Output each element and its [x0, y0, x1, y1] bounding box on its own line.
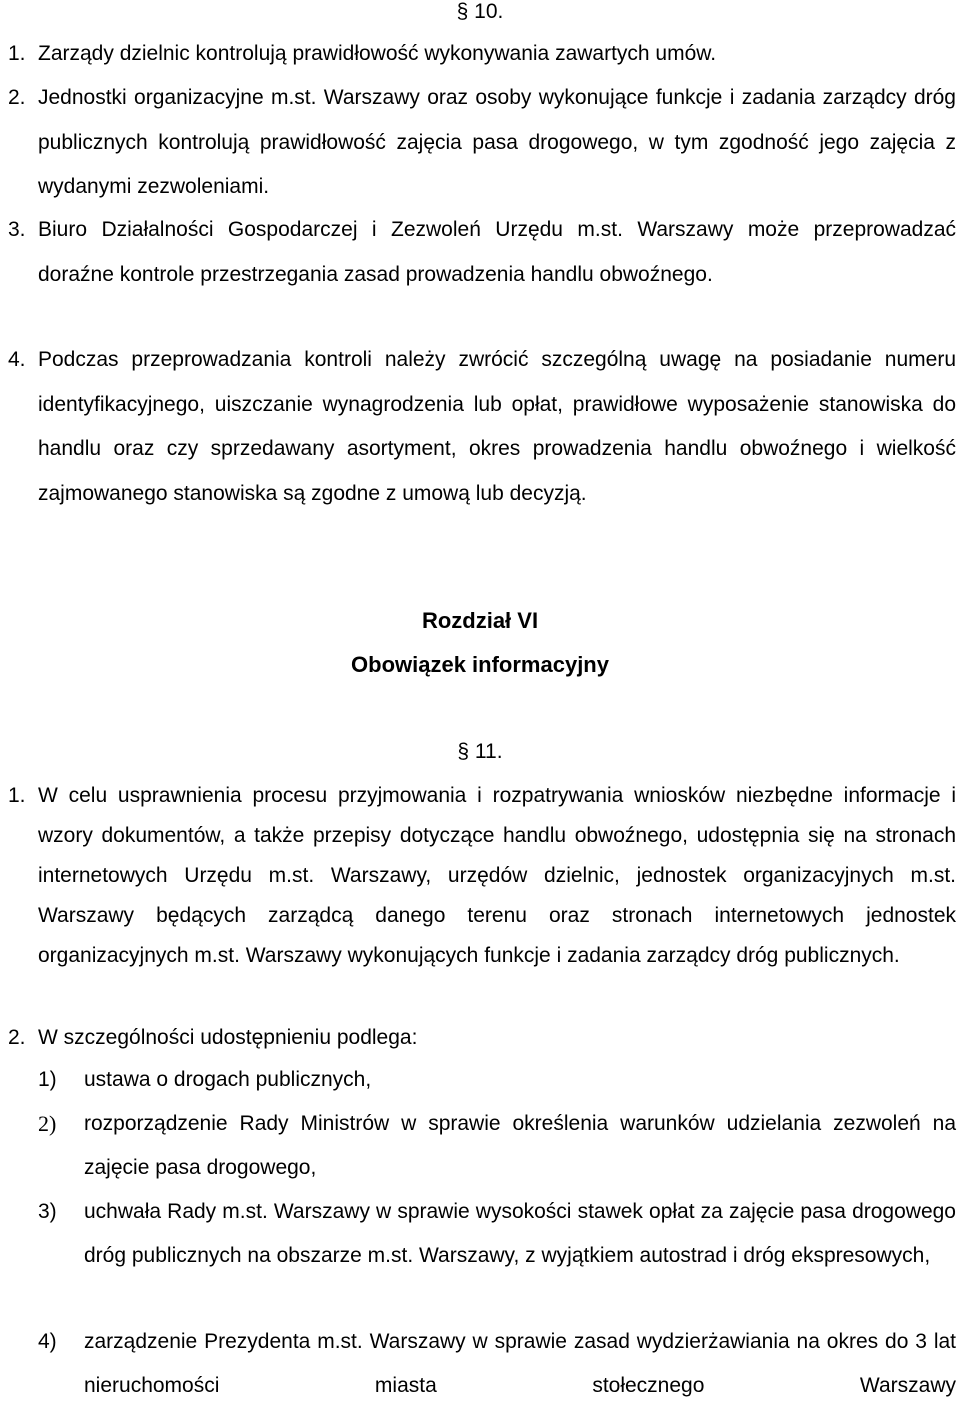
- section-10-item-4: [8, 338, 956, 516]
- item-number: 1.: [8, 784, 26, 807]
- list-number: 2): [38, 1111, 57, 1136]
- item-text: W szczególności udostępnieniu podlega:: [38, 1026, 418, 1049]
- item-text: Podczas przeprowadzania kontroli należy zwrócić szczególną uwagę na posiadanie numeru identyfikacyjnego, uiszczanie wynagrodzenia lub opłat, prawidłowe wyposażenie stanowiska do handlu oraz czy sprzedawany asortyment, okres prowadzenia handlu obwoźnego i wielkość zajmowanego stanowiska są zgodne z umową lub decyzją.: [38, 348, 956, 505]
- list-item-2: [38, 1102, 956, 1190]
- list-text: uchwała Rady m.st. Warszawy w sprawie wysokości stawek opłat za zajęcie pasa drogowego dróg publicznych na obszarze m.st. Warszawy, z wyjątkiem autostrad i dróg ekspresowych,: [84, 1200, 956, 1267]
- list-text: ustawa o drogach publicznych,: [84, 1068, 372, 1091]
- list-number: 3): [38, 1200, 57, 1223]
- list-text: rozporządzenie Rady Ministrów w sprawie określenia warunków udzielania zezwoleń na zajęcie pasa drogowego,: [84, 1112, 956, 1179]
- section-10-item-3: [8, 208, 956, 297]
- list-item-4: [38, 1320, 956, 1408]
- chapter-title: Rozdział VI: [421, 608, 539, 633]
- chapter-subtitle: Obowiązek informacyjny: [351, 652, 609, 677]
- list-text: zarządzenie Prezydenta m.st. Warszawy w sprawie zasad wydzierżawiania na okres do 3 lat nieruchomości miasta stołecznego Warszawy: [84, 1330, 956, 1397]
- list-item-3: [38, 1190, 956, 1278]
- section-10-item-1: [8, 32, 956, 77]
- item-number: 2.: [8, 1026, 26, 1049]
- item-number: 4.: [8, 348, 26, 371]
- item-number: 2.: [8, 86, 26, 109]
- section-11-item-2: [8, 1016, 956, 1060]
- section-11-sign: § 11.: [457, 740, 503, 763]
- item-text: W celu usprawnienia procesu przyjmowania i rozpatrywania wniosków niezbędne informacje i wzory dokumentów, a także przepisy dotyczące handlu obwoźnego, udostępnia się na stronach internetowych Urzędu m.st. Warszawy, urzędów dzielnic, jednostek organizacyjnych m.st. Warszawy będących zarządcą danego terenu oraz stronach internetowych jednostek organizacyjnych m.st. Warszawy wykonujących funkcje i zadania zarządcy dróg publicznych.: [38, 784, 956, 967]
- section-10-item-2: [8, 76, 956, 210]
- list-number: 1): [38, 1068, 57, 1091]
- item-text: Jednostki organizacyjne m.st. Warszawy oraz osoby wykonujące funkcje i zadania zarządcy dróg publicznych kontrolują prawidłowość zajęcia pasa drogowego, w tym zgodność jego zajęcia z wydanymi zezwoleniami.: [38, 86, 956, 198]
- list-item-1: [38, 1058, 956, 1102]
- item-number: 1.: [8, 42, 26, 65]
- section-10-sign: § 10.: [456, 0, 504, 23]
- item-number: 3.: [8, 218, 26, 241]
- item-text: Biuro Działalności Gospodarczej i Zezwoleń Urzędu m.st. Warszawy może przeprowadzać doraźne kontrole przestrzegania zasad prowadzenia handlu obwoźnego.: [38, 218, 956, 286]
- list-number: 4): [38, 1330, 57, 1353]
- section-11-item-1: [8, 776, 956, 976]
- item-text: Zarządy dzielnic kontrolują prawidłowość wykonywania zawartych umów.: [38, 42, 717, 65]
